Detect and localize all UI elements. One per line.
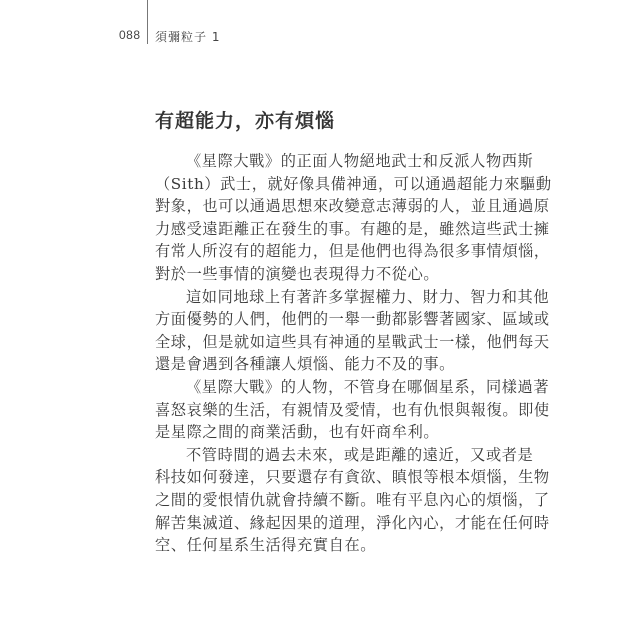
paragraph-1 (155, 150, 552, 286)
text-line: 全球，但是就如這些具有神通的星戰武士一樣，他們每天 (155, 332, 550, 351)
text-line: 是星際之間的商業活動，也有奸商牟利。 (155, 423, 440, 442)
body-text (155, 150, 552, 557)
text-line: 這如同地球上有著許多掌握權力、財力、智力和其他 (186, 287, 550, 306)
text-line: 有常人所沒有的超能力，但是他們也得為很多事情煩惱， (155, 242, 550, 261)
page-number: 088 (119, 28, 141, 42)
text-line: 對於一些事情的演變也表現得力不從心。 (155, 264, 440, 283)
header-divider (147, 0, 148, 44)
text-line: 喜怒哀樂的生活，有親情及愛情，也有仇恨與報復。即使 (155, 400, 550, 419)
running-title: 須彌粒子 1 (155, 30, 221, 44)
text-line: 之間的愛恨情仇就會持續不斷。唯有平息內心的煩惱，了 (155, 490, 550, 509)
text-line: 不管時間的過去未來，或是距離的遠近，又或者是 (186, 445, 534, 464)
text-line: 對象，也可以通過思想來改變意志薄弱的人，並且通過原 (155, 197, 550, 216)
paragraph-3 (155, 376, 550, 444)
text-line: 力感受遠距離正在發生的事。有趣的是，雖然這些武士擁 (155, 219, 550, 238)
text-line: 還是會遇到各種讓人煩惱、能力不及的事。 (155, 355, 455, 374)
text-line: （Sith）武士，就好像具備神通，可以通過超能力來驅動 (155, 174, 552, 193)
text-line: 《星際大戰》的人物，不管身在哪個星系，同樣過著 (186, 377, 550, 396)
text-line: 方面優勢的人們，他們的一舉一動都影響著國家、區域或 (155, 310, 550, 329)
paragraph-4 (155, 444, 550, 557)
text-line: 解苦集滅道、緣起因果的道理，淨化內心，才能在任何時 (155, 513, 550, 532)
section-title: 有超能力，亦有煩惱 (155, 110, 336, 132)
text-line: 科技如何發達，只要還存有貪欲、瞋恨等根本煩惱，生物 (155, 468, 550, 487)
paragraph-2 (155, 286, 550, 376)
text-line: 《星際大戰》的正面人物絕地武士和反派人物西斯 (186, 152, 534, 170)
text-line: 空、任何星系生活得充實自在。 (155, 536, 377, 555)
